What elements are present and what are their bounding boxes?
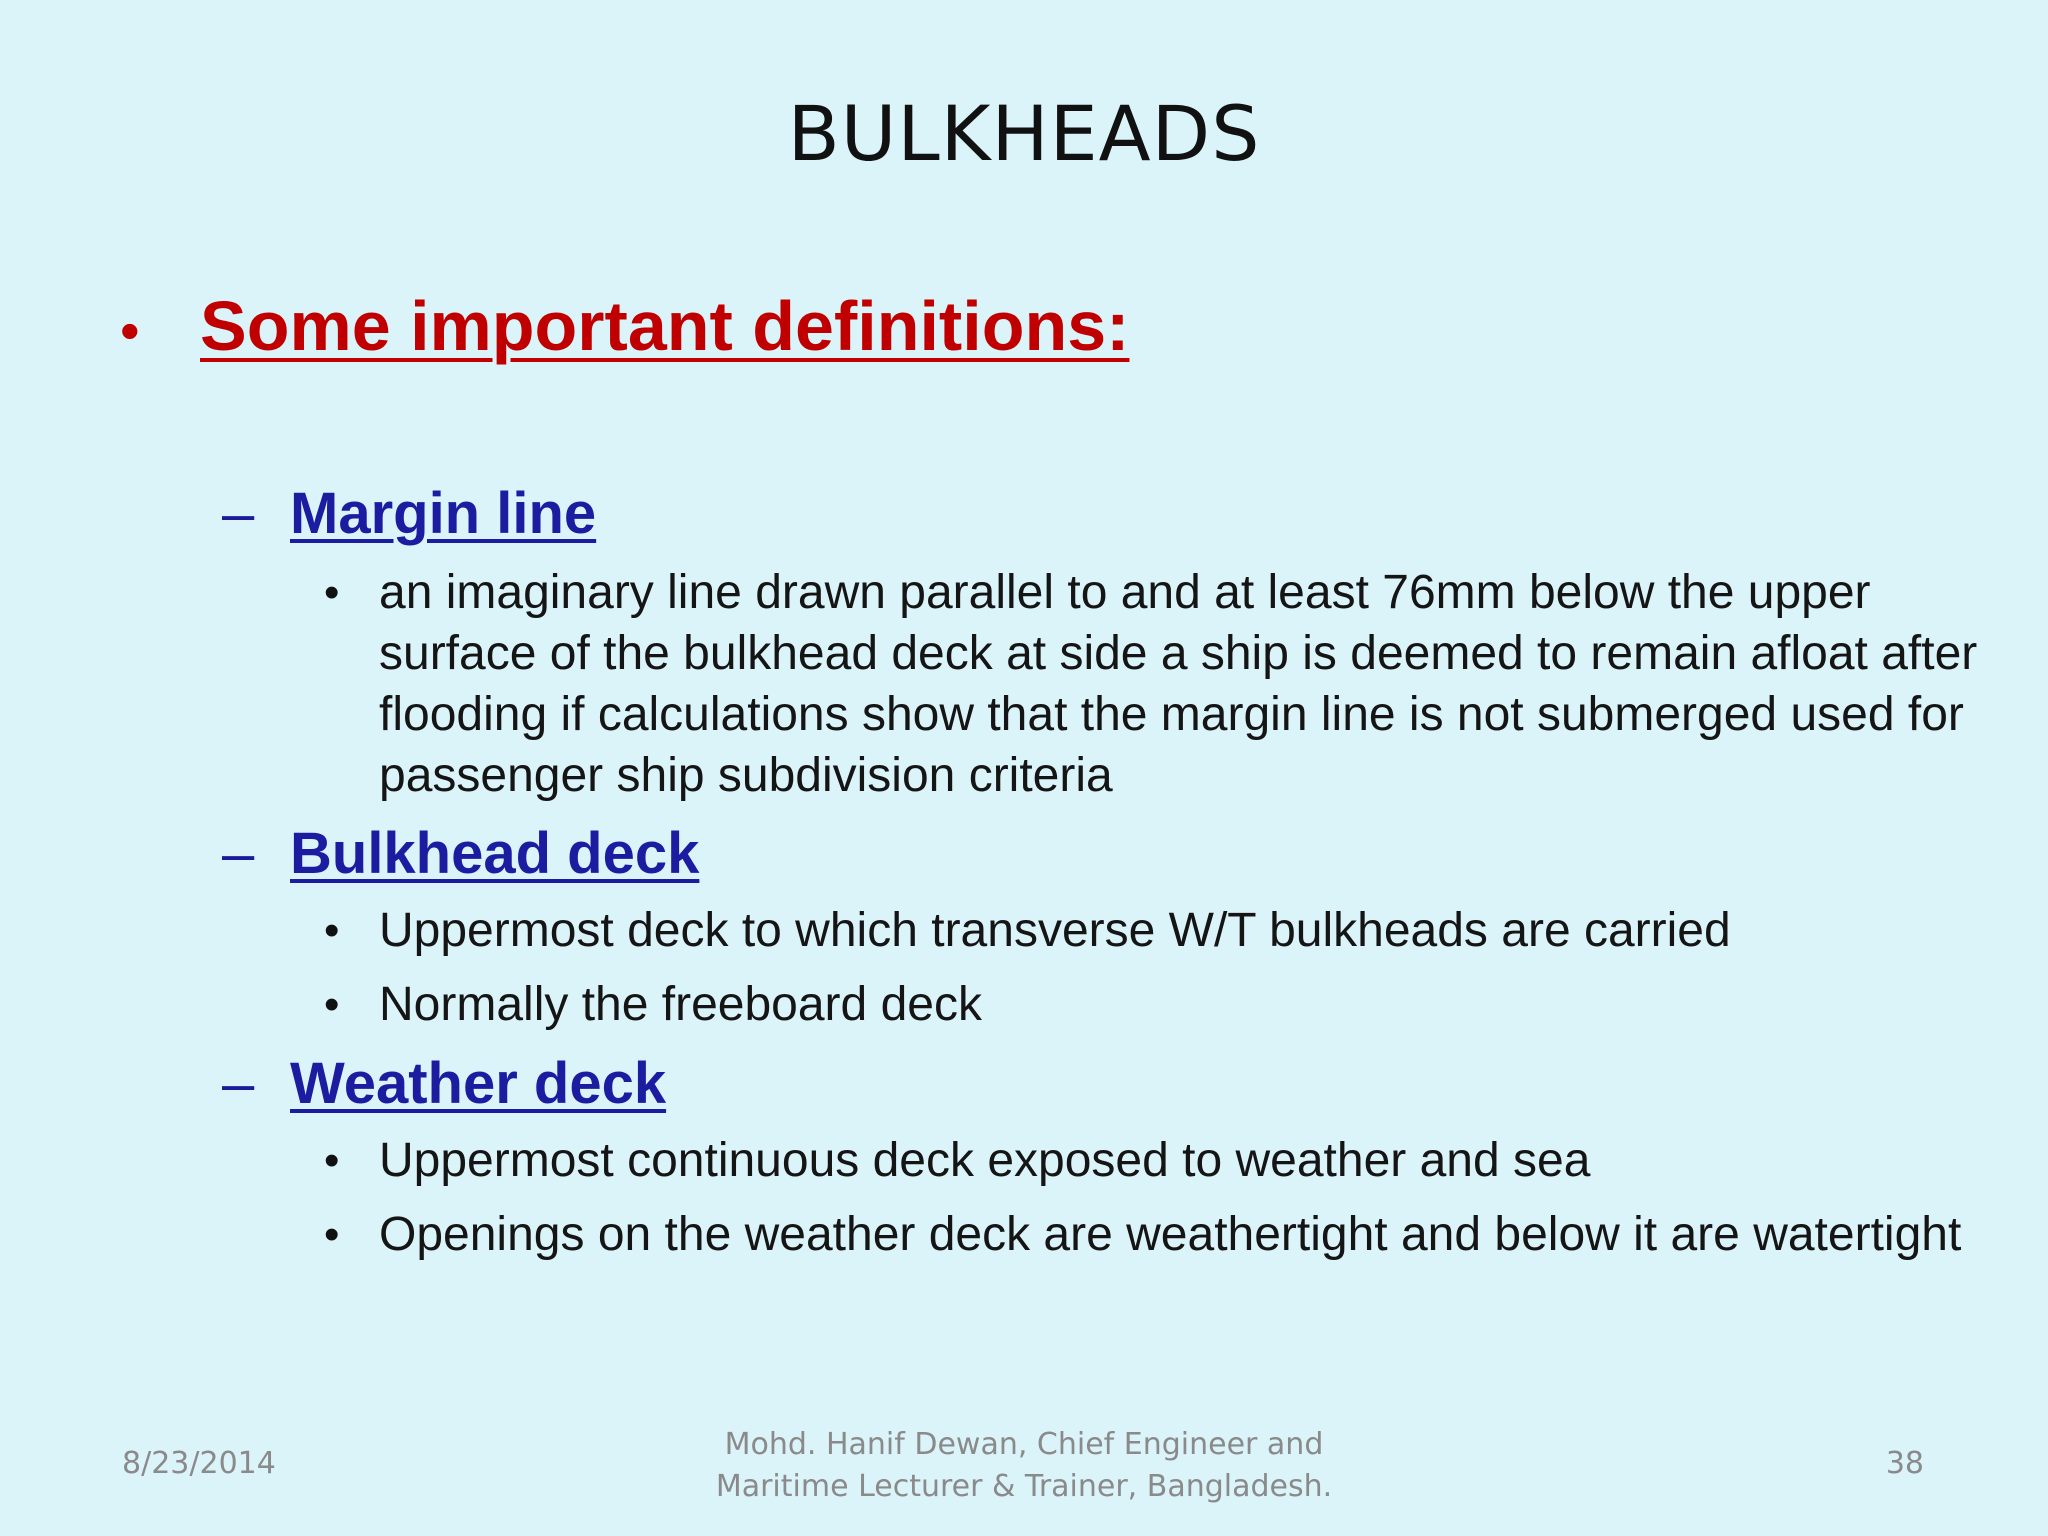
section-dash: – [222,481,255,546]
section-dash: – [222,821,255,886]
list-item [324,900,2039,961]
list-item-text: Uppermost deck to which transverse W/T bulkheads are carried [379,904,1731,957]
slide-title: BULKHEADS [787,89,1261,178]
intro-bullet [120,286,1129,366]
footer-author-line2: Maritime Lecturer & Trainer, Bangladesh. [715,1469,1333,1504]
intro-text: Some important definitions: [200,287,1130,365]
list-item-bullet: • [324,906,340,955]
list-item-text: Uppermost continuous deck exposed to weather and sea [379,1134,1591,1187]
section-heading-text: Weather deck [290,1051,667,1116]
section-heading-text: Margin line [290,481,597,546]
footer-author-line1: Mohd. Hanif Dewan, Chief Engineer and [724,1427,1324,1462]
section-dash: – [222,1051,255,1116]
list-item-text: Openings on the weather deck are weathertight and below it are watertight [379,1208,1962,1261]
list-item-text: Normally the freeboard deck [379,978,982,1031]
footer-author [624,1424,1424,1508]
list-item-bullet: • [324,1210,340,1259]
intro-bullet-marker: • [120,299,140,362]
list-item-bullet: • [324,1136,340,1185]
section-heading-text: Bulkhead deck [290,821,700,886]
section-heading-margin-line [222,480,596,547]
footer-date: 8/23/2014 [122,1446,276,1481]
list-item [324,562,2039,806]
section-heading-weather-deck [222,1050,666,1117]
footer-page-number: 38 [1885,1446,1924,1481]
list-item-text: an imaginary line drawn parallel to and at least 76mm below the upper surface of the bulkhead deck at side a ship is deemed to remain afloat after flooding if calculations show that the margin line is not submerged used for passenger ship subdivision criteria [379,566,1978,802]
list-item-bullet: • [324,980,340,1029]
list-item [324,1130,2039,1191]
list-item [324,1204,2039,1265]
list-item [324,974,2039,1035]
section-heading-bulkhead-deck [222,820,699,887]
list-item-bullet: • [324,568,340,617]
